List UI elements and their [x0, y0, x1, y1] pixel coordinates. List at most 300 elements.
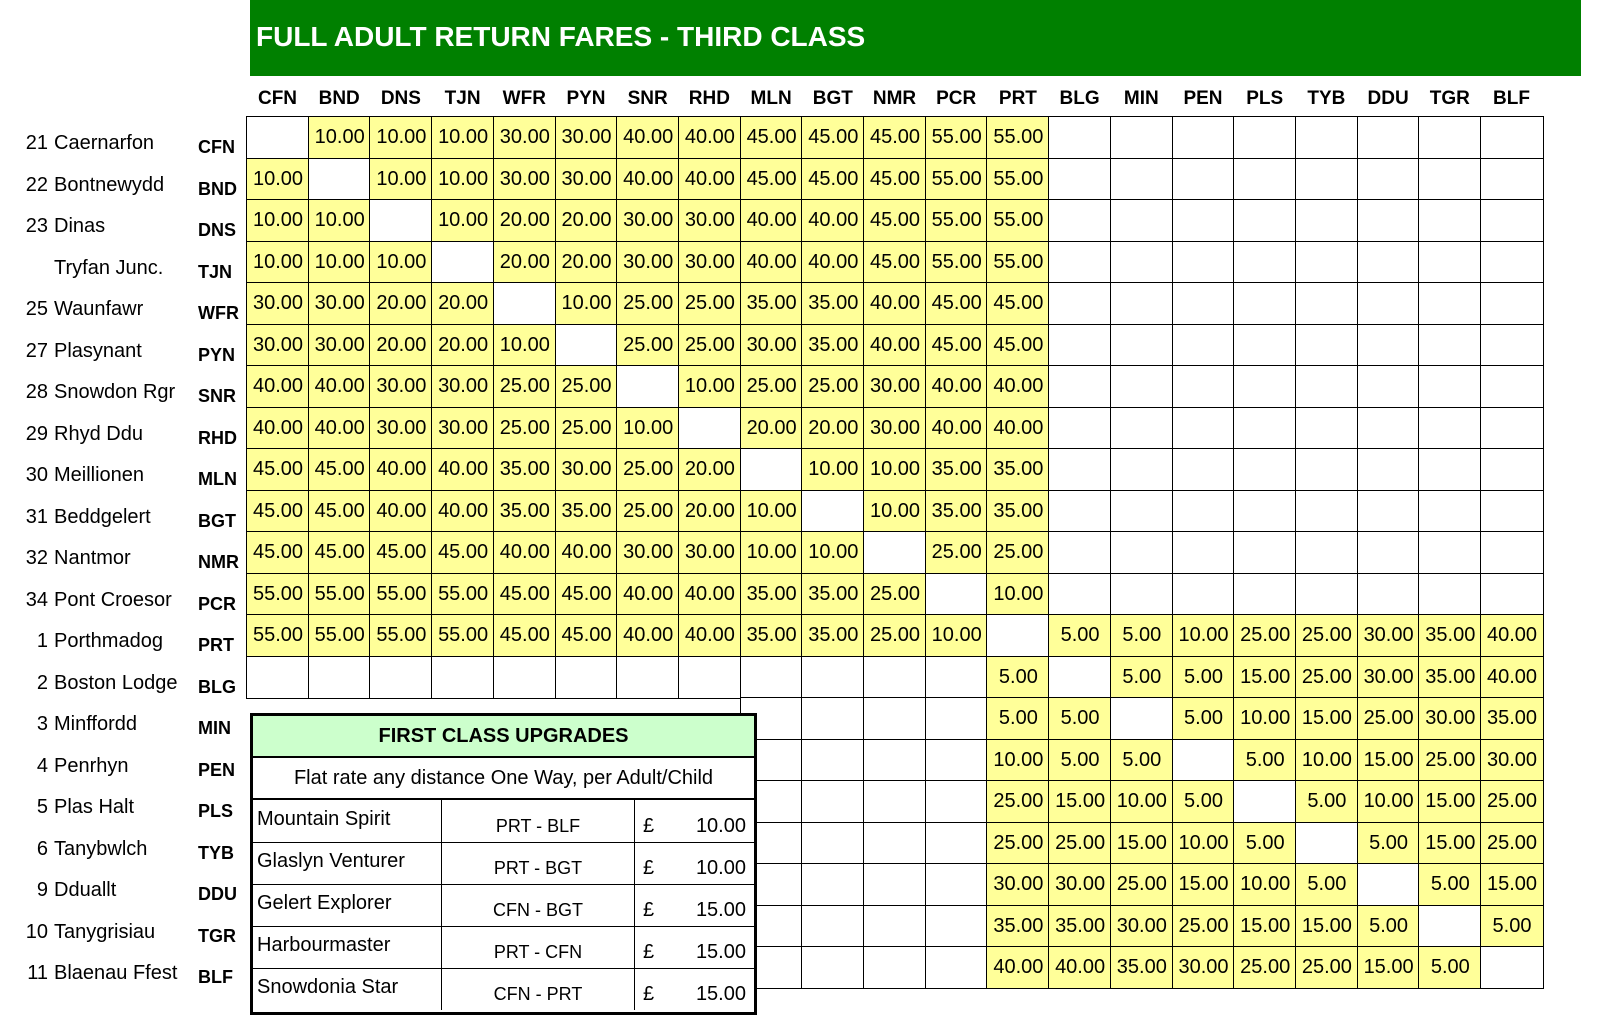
- fare-cell: [246, 116, 310, 159]
- fare-cell: 45.00: [308, 448, 372, 491]
- fare-cell: [1172, 116, 1236, 159]
- fare-cell: 25.00: [1480, 822, 1544, 865]
- fare-cell: 40.00: [246, 365, 310, 408]
- fare-cell: [801, 697, 865, 740]
- fare-cell: 25.00: [1233, 614, 1297, 657]
- fare-cell: 30.00: [863, 407, 927, 450]
- fare-cell: 30.00: [616, 531, 680, 574]
- station-number: 6: [36, 837, 48, 860]
- station-name: Nantmor: [54, 547, 131, 569]
- station-name: Penrhyn: [54, 754, 129, 777]
- fare-cell: 25.00: [555, 365, 619, 408]
- fare-cell: [1233, 241, 1297, 284]
- fare-cell: 15.00: [1357, 946, 1421, 989]
- station-name: Tanybwlch: [54, 837, 148, 860]
- fare-cell: 25.00: [1172, 905, 1236, 948]
- fare-cell: 35.00: [801, 324, 865, 367]
- fare-cell: 45.00: [986, 324, 1050, 367]
- fare-cell: 55.00: [986, 116, 1050, 159]
- fare-cell: 5.00: [1048, 739, 1112, 782]
- fare-cell: 5.00: [1110, 614, 1174, 657]
- column-header: TYB: [1307, 88, 1346, 109]
- fare-cell: 35.00: [925, 490, 989, 533]
- fare-cell: 10.00: [616, 407, 680, 450]
- fare-cell: 10.00: [925, 614, 989, 657]
- fare-cell: 20.00: [493, 241, 557, 284]
- fare-cell: [1172, 531, 1236, 574]
- fare-cell: [1172, 158, 1236, 201]
- currency-symbol: £: [643, 899, 655, 921]
- fare-cell: 45.00: [801, 116, 865, 159]
- fare-cell: 40.00: [925, 365, 989, 408]
- fare-cell: 15.00: [1172, 863, 1236, 906]
- station-name: Pont Croesor: [54, 588, 172, 611]
- fare-cell: [863, 531, 927, 574]
- fare-cell: 40.00: [678, 573, 742, 616]
- fare-cell: 25.00: [1418, 739, 1482, 782]
- fare-cell: 30.00: [1110, 905, 1174, 948]
- fare-cell: [801, 946, 865, 989]
- fare-cell: [1110, 324, 1174, 367]
- fare-cell: 10.00: [986, 739, 1050, 782]
- station-number: 34: [25, 588, 48, 611]
- fare-cell: 5.00: [1295, 780, 1359, 823]
- fare-cell: 35.00: [801, 282, 865, 325]
- fare-cell: [1357, 531, 1421, 574]
- fare-cell: 45.00: [493, 573, 557, 616]
- fare-cell: 25.00: [801, 365, 865, 408]
- station-number: 5: [36, 796, 48, 818]
- fare-cell: 30.00: [369, 407, 433, 450]
- fare-cell: [1110, 241, 1174, 284]
- fare-cell: 10.00: [740, 490, 804, 533]
- fare-cell: 30.00: [1480, 739, 1544, 782]
- fare-cell: 45.00: [555, 573, 619, 616]
- fare-cell: 55.00: [925, 158, 989, 201]
- fare-cell: 10.00: [1295, 739, 1359, 782]
- fare-cell: 10.00: [1110, 780, 1174, 823]
- fare-cell: [1233, 199, 1297, 242]
- fare-cell: 45.00: [740, 158, 804, 201]
- fare-cell: 45.00: [863, 241, 927, 284]
- fare-cell: 45.00: [740, 116, 804, 159]
- station-number: 31: [25, 505, 48, 528]
- station-code: DNS: [198, 220, 237, 240]
- station-code: NMR: [198, 552, 239, 572]
- fare-cell: [1418, 448, 1482, 491]
- fare-cell: [1295, 158, 1359, 201]
- fare-cell: [863, 739, 927, 782]
- fare-cell: [1480, 365, 1544, 408]
- column-header: PYN: [566, 88, 606, 109]
- fare-cell: 10.00: [1172, 822, 1236, 865]
- fare-cell: [1233, 573, 1297, 616]
- fare-cell: [1295, 448, 1359, 491]
- fare-cell: [1480, 490, 1544, 533]
- station-name: Waunfawr: [54, 298, 144, 320]
- fare-cell: [801, 905, 865, 948]
- fare-cell: 20.00: [431, 324, 495, 367]
- upgrade-name: Glaslyn Venturer: [257, 850, 405, 872]
- fare-cell: 10.00: [246, 158, 310, 201]
- fare-cell: [1418, 282, 1482, 325]
- station-number: 23: [25, 215, 48, 237]
- fare-cell: [863, 905, 927, 948]
- fare-cell: 40.00: [616, 614, 680, 657]
- fare-cell: [1357, 863, 1421, 906]
- fare-cell: [1295, 324, 1359, 367]
- fare-cell: [1048, 656, 1112, 699]
- fare-cell: 45.00: [308, 490, 372, 533]
- fare-cell: [1480, 448, 1544, 491]
- fare-cell: 10.00: [678, 365, 742, 408]
- fare-cell: 25.00: [925, 531, 989, 574]
- fare-cell: 25.00: [863, 614, 927, 657]
- fare-cell: 5.00: [1233, 822, 1297, 865]
- column-header: SNR: [627, 88, 668, 109]
- fare-cell: 40.00: [493, 531, 557, 574]
- fare-cell: [863, 946, 927, 989]
- fare-cell: [1480, 199, 1544, 242]
- station-number: 10: [25, 920, 48, 943]
- fare-cell: 25.00: [493, 365, 557, 408]
- fare-cell: [1295, 531, 1359, 574]
- station-code: PCR: [198, 593, 237, 614]
- fare-cell: [740, 448, 804, 491]
- fare-cell: 40.00: [616, 573, 680, 616]
- fare-cell: 15.00: [1418, 822, 1482, 865]
- fare-cell: 45.00: [369, 531, 433, 574]
- fare-cell: 25.00: [616, 448, 680, 491]
- fare-cell: 30.00: [555, 448, 619, 491]
- fare-cell: [1048, 490, 1112, 533]
- fare-cell: [801, 490, 865, 533]
- fare-cell: 25.00: [1110, 863, 1174, 906]
- station-number: 22: [25, 173, 48, 196]
- fare-cell: 40.00: [986, 946, 1050, 989]
- station-code: BGT: [198, 510, 236, 531]
- fare-cell: 15.00: [1418, 780, 1482, 823]
- fare-cell: [1048, 407, 1112, 450]
- station-number: 9: [36, 879, 48, 901]
- upgrade-row: [253, 884, 754, 927]
- fare-cell: [1048, 116, 1112, 159]
- currency-symbol: £: [643, 983, 655, 1005]
- upgrade-route: PRT - CFN: [441, 926, 635, 968]
- fare-cell: [1048, 282, 1112, 325]
- fare-cell: 10.00: [555, 282, 619, 325]
- fare-cell: [1048, 531, 1112, 574]
- fare-cell: 30.00: [246, 282, 310, 325]
- fare-cell: [1233, 282, 1297, 325]
- fare-cell: 55.00: [246, 614, 310, 657]
- fare-cell: 35.00: [801, 573, 865, 616]
- page-title: FULL ADULT RETURN FARES - THIRD CLASS: [250, 0, 1581, 76]
- fare-cell: [1110, 448, 1174, 491]
- fare-cell: [1172, 324, 1236, 367]
- column-header: BLG: [1059, 88, 1100, 109]
- upgrade-price: 15.00: [695, 941, 746, 963]
- fare-cell: [1048, 199, 1112, 242]
- fare-cell: [1480, 282, 1544, 325]
- fare-cell: [1110, 490, 1174, 533]
- fare-cell: 25.00: [986, 531, 1050, 574]
- fare-cell: [1357, 365, 1421, 408]
- fare-cell: 10.00: [740, 531, 804, 574]
- fare-cell: 10.00: [1172, 614, 1236, 657]
- fare-cell: 30.00: [678, 241, 742, 284]
- fare-cell: 40.00: [925, 407, 989, 450]
- currency-symbol: £: [643, 941, 655, 963]
- station-code: PYN: [198, 344, 236, 365]
- fare-cell: 40.00: [431, 490, 495, 533]
- fare-cell: [1233, 324, 1297, 367]
- station-name: Bontnewydd: [54, 173, 165, 196]
- fare-cell: 45.00: [555, 614, 619, 657]
- upgrade-row: [253, 842, 754, 885]
- station-number: 3: [36, 713, 48, 735]
- fare-cell: 30.00: [308, 282, 372, 325]
- station-code: RHD: [198, 427, 237, 448]
- station-code: TYB: [198, 842, 234, 863]
- fare-cell: [1480, 531, 1544, 574]
- fare-cell: [1357, 448, 1421, 491]
- fare-cell: 55.00: [986, 241, 1050, 284]
- fare-cell: [1357, 324, 1421, 367]
- fare-cell: 40.00: [678, 116, 742, 159]
- fare-cell: [1357, 199, 1421, 242]
- fare-cell: [925, 822, 989, 865]
- station-code: PRT: [198, 635, 234, 655]
- fare-cell: 10.00: [863, 490, 927, 533]
- fare-cell: [1295, 241, 1359, 284]
- fare-cell: 20.00: [493, 199, 557, 242]
- fare-cell: 35.00: [801, 614, 865, 657]
- fare-cell: [555, 324, 619, 367]
- first-class-note: Flat rate any distance One Way, per Adult/Child: [253, 758, 754, 800]
- fare-cell: 30.00: [308, 324, 372, 367]
- fare-cell: 20.00: [678, 490, 742, 533]
- station-code: BLF: [198, 967, 233, 987]
- fare-cell: 10.00: [369, 241, 433, 284]
- fare-cell: 30.00: [1418, 697, 1482, 740]
- fare-cell: 10.00: [1357, 780, 1421, 823]
- fare-cell: 30.00: [431, 365, 495, 408]
- fare-cell: [616, 656, 680, 699]
- fare-cell: 40.00: [369, 448, 433, 491]
- fare-cell: 10.00: [308, 241, 372, 284]
- fare-cell: [1295, 365, 1359, 408]
- fare-cell: 5.00: [1295, 863, 1359, 906]
- fare-cell: 5.00: [1110, 739, 1174, 782]
- fare-cell: 25.00: [1295, 946, 1359, 989]
- fare-cell: [308, 158, 372, 201]
- fare-cell: 40.00: [555, 531, 619, 574]
- fare-cell: 35.00: [1418, 656, 1482, 699]
- fare-cell: [1418, 199, 1482, 242]
- fare-cell: 40.00: [246, 407, 310, 450]
- fare-cell: [1172, 573, 1236, 616]
- fare-cell: [369, 199, 433, 242]
- fare-cell: 5.00: [986, 656, 1050, 699]
- fare-cell: [925, 780, 989, 823]
- station-code: WFR: [198, 303, 239, 323]
- fare-cell: 20.00: [431, 282, 495, 325]
- column-header: MIN: [1123, 88, 1159, 109]
- fare-cell: [925, 905, 989, 948]
- station-code: TGR: [198, 925, 236, 946]
- fare-cell: 15.00: [1295, 905, 1359, 948]
- fare-cell: 55.00: [925, 241, 989, 284]
- fare-cell: 30.00: [986, 863, 1050, 906]
- upgrade-route: PRT - BLF: [441, 800, 635, 842]
- station-name: Rhyd Ddu: [54, 422, 143, 445]
- fare-cell: [863, 656, 927, 699]
- fare-cell: [1357, 158, 1421, 201]
- fare-cell: [1172, 282, 1236, 325]
- upgrade-row: [253, 968, 754, 1010]
- fare-cell: [1233, 490, 1297, 533]
- station-code: BND: [198, 178, 237, 199]
- fare-cell: [246, 656, 310, 699]
- station-code: TJN: [198, 261, 233, 282]
- fare-cell: [1110, 407, 1174, 450]
- fare-cell: 35.00: [986, 905, 1050, 948]
- fare-cell: [1357, 241, 1421, 284]
- fare-cell: [1110, 573, 1174, 616]
- station-name: Dinas: [54, 215, 106, 237]
- upgrade-name: Harbourmaster: [257, 934, 391, 956]
- fare-cell: [678, 407, 742, 450]
- fare-cell: [925, 697, 989, 740]
- fare-cell: [431, 241, 495, 284]
- station-code: MLN: [198, 469, 237, 489]
- fare-cell: 40.00: [986, 407, 1050, 450]
- fare-cell: [1233, 158, 1297, 201]
- fare-cell: 25.00: [1480, 780, 1544, 823]
- fare-cell: 10.00: [308, 116, 372, 159]
- fare-cell: 45.00: [863, 116, 927, 159]
- fare-cell: [925, 739, 989, 782]
- fare-cell: 10.00: [801, 531, 865, 574]
- fare-cell: 35.00: [986, 490, 1050, 533]
- fare-cell: 20.00: [369, 324, 433, 367]
- fare-cell: 40.00: [1048, 946, 1112, 989]
- fare-cell: [925, 946, 989, 989]
- fare-cell: 40.00: [1480, 656, 1544, 699]
- fare-cell: 40.00: [740, 199, 804, 242]
- fare-cell: 15.00: [1048, 780, 1112, 823]
- fare-cell: 20.00: [555, 199, 619, 242]
- first-class-upgrades-panel: [250, 713, 757, 1015]
- station-name: Plasynant: [54, 339, 142, 362]
- fare-cell: 25.00: [616, 490, 680, 533]
- fare-cell: [1110, 116, 1174, 159]
- fare-cell: 40.00: [801, 199, 865, 242]
- fare-cell: 5.00: [1110, 656, 1174, 699]
- column-header: WFR: [502, 88, 546, 109]
- fare-cell: 10.00: [369, 158, 433, 201]
- station-name: Boston Lodge: [54, 671, 178, 694]
- fare-cell: 45.00: [493, 614, 557, 657]
- fare-cell: 20.00: [678, 448, 742, 491]
- column-header: NMR: [872, 88, 917, 109]
- fare-cell: 30.00: [555, 158, 619, 201]
- fare-cell: [1418, 241, 1482, 284]
- fare-cell: [1233, 531, 1297, 574]
- fare-cell: [1418, 490, 1482, 533]
- fare-cell: 55.00: [431, 573, 495, 616]
- station-number: 4: [36, 754, 48, 777]
- station-number: 30: [25, 464, 48, 486]
- column-header: DNS: [380, 88, 421, 109]
- station-code: PEN: [198, 759, 236, 780]
- fare-cell: [1295, 490, 1359, 533]
- fare-cell: 30.00: [863, 365, 927, 408]
- fare-cell: 30.00: [1357, 614, 1421, 657]
- fare-cell: 5.00: [1357, 822, 1421, 865]
- fare-cell: [1480, 407, 1544, 450]
- column-header: BGT: [812, 88, 853, 109]
- fare-cell: 10.00: [863, 448, 927, 491]
- fare-cell: 25.00: [1233, 946, 1297, 989]
- currency-symbol: £: [643, 857, 655, 879]
- fare-cell: 45.00: [925, 282, 989, 325]
- fare-cell: [1295, 407, 1359, 450]
- fare-cell: 5.00: [1357, 905, 1421, 948]
- fare-cell: [1110, 158, 1174, 201]
- station-code: DDU: [198, 884, 237, 904]
- fare-cell: [1048, 158, 1112, 201]
- upgrade-row: [253, 926, 754, 969]
- fare-cell: [1357, 282, 1421, 325]
- fare-cell: 55.00: [431, 614, 495, 657]
- fare-cell: 15.00: [1233, 905, 1297, 948]
- column-header: CFN: [257, 88, 298, 109]
- fare-cell: 55.00: [246, 573, 310, 616]
- fare-cell: 30.00: [1172, 946, 1236, 989]
- fare-cell: 10.00: [308, 199, 372, 242]
- fare-cell: 30.00: [246, 324, 310, 367]
- fare-cell: [1357, 116, 1421, 159]
- fare-cell: [1480, 324, 1544, 367]
- fare-cell: [863, 697, 927, 740]
- station-number: 28: [25, 381, 48, 403]
- fare-cell: [863, 863, 927, 906]
- fare-cell: 40.00: [801, 241, 865, 284]
- fare-cell: [1110, 365, 1174, 408]
- station-number: 21: [25, 132, 48, 154]
- fare-cell: 40.00: [740, 241, 804, 284]
- station-name: Caernarfon: [54, 132, 155, 154]
- station-name: Dduallt: [54, 879, 117, 901]
- fare-cell: [1172, 365, 1236, 408]
- fare-cell: 35.00: [1110, 946, 1174, 989]
- station-number: 27: [25, 339, 48, 362]
- fare-cell: [555, 656, 619, 699]
- fare-cell: 45.00: [246, 490, 310, 533]
- fare-cell: [1295, 199, 1359, 242]
- station-name: Tanygrisiau: [54, 920, 156, 943]
- station-number: 29: [25, 422, 48, 445]
- fare-cell: 35.00: [493, 448, 557, 491]
- fare-cell: [1418, 324, 1482, 367]
- fare-cell: 45.00: [863, 158, 927, 201]
- fare-cell: 30.00: [678, 531, 742, 574]
- upgrade-price: 10.00: [695, 857, 746, 879]
- fare-cell: [1418, 365, 1482, 408]
- station-name: Plas Halt: [54, 796, 135, 818]
